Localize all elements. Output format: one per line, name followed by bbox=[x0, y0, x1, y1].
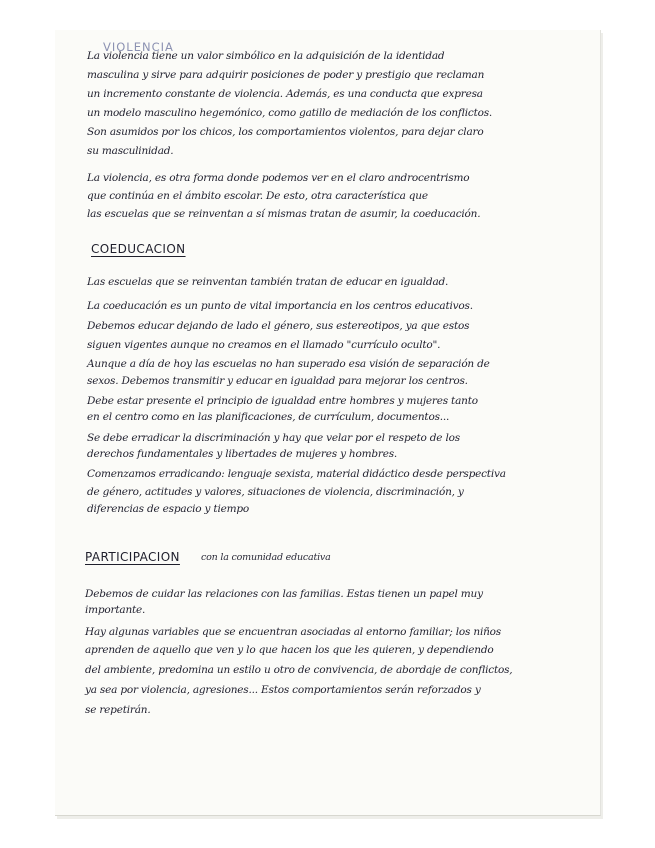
text-line: un modelo masculino hegemónico, como gatillo de mediación de los conflictos. bbox=[87, 107, 493, 119]
text-line: que continúa en el ámbito escolar. De esto, otra característica que bbox=[87, 190, 428, 202]
faint-section-title: VIOLENCIA bbox=[103, 40, 174, 54]
text-line: Las escuelas que se reinventan también tratan de educar en igualdad. bbox=[87, 276, 449, 288]
text-line: siguen vigentes aunque no creamos en el llamado "currículo oculto". bbox=[87, 339, 441, 351]
text-line: las escuelas que se reinventan a sí mismas tratan de asumir, la coeducación. bbox=[87, 208, 481, 220]
text-line: su masculinidad. bbox=[87, 145, 174, 157]
text-line: Aunque a día de hoy las escuelas no han superado esa visión de separación de bbox=[87, 358, 490, 370]
text-line: sexos. Debemos transmitir y educar en igualdad para mejorar los centros. bbox=[87, 375, 468, 387]
text-line: un incremento constante de violencia. Además, es una conducta que expresa bbox=[87, 88, 483, 100]
text-line: Debemos educar dejando de lado el género, sus estereotipos, ya que estos bbox=[87, 320, 470, 332]
text-line: diferencias de espacio y tiempo bbox=[87, 503, 250, 515]
text-line: La violencia, es otra forma donde podemos ver en el claro androcentrismo bbox=[87, 172, 470, 184]
text-line: del ambiente, predomina un estilo u otro de convivencia, de abordaje de conflictos, bbox=[85, 664, 513, 676]
text-line: en el centro como en las planificaciones, de currículum, documentos... bbox=[87, 411, 450, 423]
text-line: La coeducación es un punto de vital importancia en los centros educativos. bbox=[87, 300, 473, 312]
text-line: de género, actitudes y valores, situaciones de violencia, discriminación, y bbox=[87, 486, 464, 498]
text-line: Son asumidos por los chicos, los comportamientos violentos, para dejar claro bbox=[87, 126, 484, 138]
section-title-participacion: PARTICIPACION bbox=[85, 550, 180, 564]
text-line: aprenden de aquello que ven y lo que hacen los que les quieren, y dependiendo bbox=[85, 644, 494, 656]
text-line: masculina y sirve para adquirir posiciones de poder y prestigio que reclaman bbox=[87, 69, 485, 81]
text-line: importante. bbox=[85, 604, 146, 616]
text-line: Debemos de cuidar las relaciones con las familias. Estas tienen un papel muy bbox=[85, 588, 483, 600]
text-line: derechos fundamentales y libertades de mujeres y hombres. bbox=[87, 448, 398, 460]
text-line: Se debe erradicar la discriminación y hay que velar por el respeto de los bbox=[87, 432, 460, 444]
text-line: se repetirán. bbox=[85, 704, 151, 716]
text-line: Hay algunas variables que se encuentran asociadas al entorno familiar; los niños bbox=[85, 626, 501, 638]
text-line: ya sea por violencia, agresiones... Estos comportamientos serán reforzados y bbox=[85, 684, 481, 696]
section-title-coeducacion: COEDUCACION bbox=[91, 242, 186, 256]
text-line: Comenzamos erradicando: lenguaje sexista, material didáctico desde perspectiva bbox=[87, 468, 506, 480]
text-line: Debe estar presente el principio de igualdad entre hombres y mujeres tanto bbox=[87, 395, 478, 407]
section-subtitle: con la comunidad educativa bbox=[201, 552, 331, 563]
notebook-page bbox=[55, 30, 601, 816]
text-line: La violencia tiene un valor simbólico en la adquisición de la identidad bbox=[87, 50, 445, 62]
